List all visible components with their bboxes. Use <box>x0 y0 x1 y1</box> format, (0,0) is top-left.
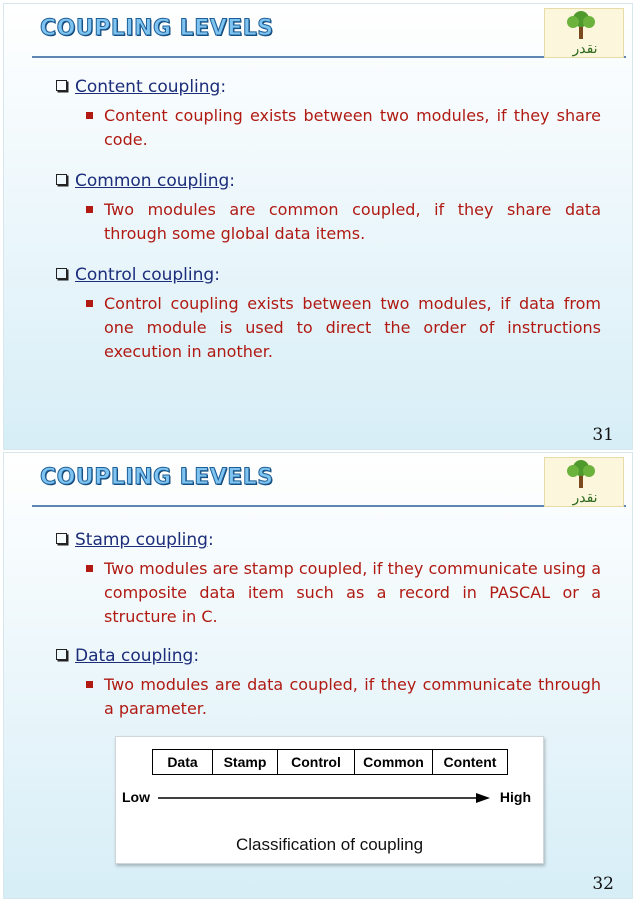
slide-title: COUPLING LEVELS <box>40 465 274 490</box>
item-description: Two modules are data coupled, if they communicate through a parameter. <box>86 673 601 721</box>
item-heading: Content coupling <box>75 77 221 97</box>
scale-cell-stamp: Stamp <box>213 750 278 774</box>
title-divider <box>32 56 626 58</box>
scale-cell-data: Data <box>153 750 213 774</box>
list-item: Content coupling: Content coupling exists between two modules, if they share code. <box>56 76 601 152</box>
coupling-classification-figure <box>115 736 544 864</box>
list-item: Common coupling: Two modules are common coupled, if they share data through some global data items. <box>56 170 601 246</box>
tree-logo-icon <box>544 8 624 58</box>
logo-text: نقدر <box>572 490 598 506</box>
logo-text: نقدر <box>572 41 598 57</box>
arrow-right-icon <box>158 791 490 805</box>
list-item: Stamp coupling: Two modules are stamp coupled, if they communicate using a composite data item such as a record in PASCAL or a structure in C. <box>56 529 601 629</box>
figure-caption: Classification of coupling <box>235 835 424 854</box>
item-description: Content coupling exists between two modules, if they share code. <box>86 104 601 152</box>
item-description: Two modules are stamp coupled, if they communicate using a composite data item such as a record in PASCAL or a structure in C. <box>86 557 601 629</box>
low-label: Low <box>122 789 150 805</box>
slide-title: COUPLING LEVELS <box>40 16 274 41</box>
item-heading: Common coupling <box>75 171 230 191</box>
title-divider <box>32 505 626 507</box>
item-description: Two modules are common coupled, if they share data through some global data items. <box>86 198 601 246</box>
high-label: High <box>499 789 531 805</box>
scale-cell-control: Control <box>278 750 355 774</box>
page-number: 31 <box>592 425 614 445</box>
scale-cell-content: Content <box>443 754 497 770</box>
checkbox-bullet-icon <box>56 649 67 660</box>
item-heading: Data coupling <box>75 646 194 666</box>
list-item: Control coupling: Control coupling exists between two modules, if data from one module is used to direct the order of instructions execution in another. <box>56 264 601 364</box>
item-heading: Control coupling <box>75 265 215 285</box>
scale-cell-common: Common <box>355 750 433 774</box>
page-number: 32 <box>592 874 614 894</box>
checkbox-bullet-icon <box>56 268 67 279</box>
checkbox-bullet-icon <box>56 174 67 185</box>
slide-31 <box>3 3 633 450</box>
slide-32 <box>3 452 633 899</box>
list-item: Data coupling: Two modules are data coupled, if they communicate through a parameter. <box>56 645 601 721</box>
coupling-scale <box>152 749 508 775</box>
checkbox-bullet-icon <box>56 533 67 544</box>
checkbox-bullet-icon <box>56 80 67 91</box>
item-description: Control coupling exists between two modules, if data from one module is used to direct the order of instructions execution in another. <box>86 292 601 364</box>
item-heading: Stamp coupling <box>75 530 208 550</box>
tree-logo-icon <box>544 457 624 507</box>
